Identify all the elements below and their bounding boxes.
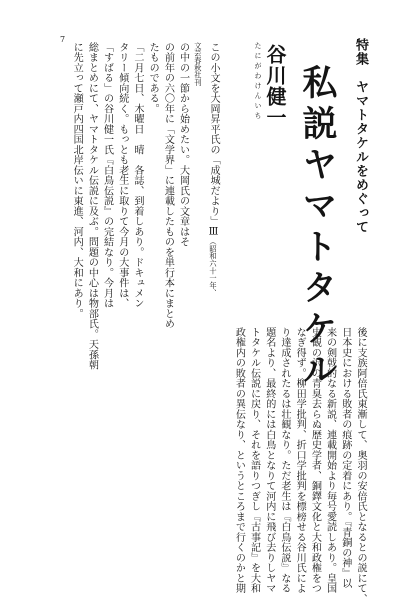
paragraph-line: 政権内の敗者の異伝なり、というところまで行くのかと期 (233, 327, 245, 594)
series-label: 特集 ヤマトタケルをめぐって (353, 38, 368, 234)
paragraph-line: に先立って瀬戸内四国北岸伝いに東進、河内、大和にあり。 (71, 42, 83, 319)
paragraph-line: トタケル伝説に戻り、それを語りつぎし『古事記』を大和 (248, 327, 260, 594)
paragraph-line: り達成されたるは壮観なり。ただ老生は『白鳥伝説』なる (278, 327, 290, 594)
paragraph-line: 史観の沢の青臭去らぬ歴史学者、銅鐸文化と大和政権をつ (309, 327, 321, 594)
page-number: 7 (60, 35, 66, 44)
paragraph-line: この小文を大岡昇平氏の「成城だより」Ⅲ（昭和六十一年、 (208, 42, 219, 297)
lower-text-block (56, 327, 368, 604)
paragraph-line: 後に支族阿倍氏東漸して、奥羽の安倍氏となるとの説にて、 (355, 327, 366, 604)
paragraph-line: 日本史における敗者の痕跡の定着にあり。『青銅の神』以 (339, 327, 351, 589)
parenthetical-date: （昭和六十一年、 (209, 237, 218, 297)
paragraph-line: なぎ得ず。柳田学批判、折口学批判を標榜せる谷川氏によ (294, 327, 306, 594)
paragraph-line: の中の一節から始めたい。大岡氏の文章はそ (177, 42, 189, 247)
upper-text-block (56, 42, 221, 370)
paragraph-line: タリー傾向続く。もっとも老生に取りて今月の大事件は、 (116, 42, 128, 309)
paragraph-line: 来の剣戟的なる新説、連載開始より毎号愛読しあり。皇国 (324, 327, 336, 594)
parenthetical-publisher: 文芸春秋社刊 (193, 42, 203, 87)
author-name: 谷川健一 (263, 44, 287, 128)
paragraph-line: の前年の六〇年に「文学界」に連載したものを単行本にまとめ (162, 42, 174, 329)
paragraph-line: 総まとめにて、ヤマトタケル伝説に及ぶ。問題の中心は物部氏。天孫朝 (86, 42, 98, 370)
paragraph-line: 「すばる」の谷川健一氏『白鳥伝説』の完結なり。今月は (101, 42, 113, 309)
article-title: 私説ヤマトタケル (297, 64, 338, 392)
paragraph-line: 「二月七日、木曜日 晴 各誌、到着しあり。ドキュメン (131, 42, 143, 309)
paragraph-line: たものである。 (147, 42, 159, 114)
author-ruby: たにがわけんいち (254, 42, 262, 122)
paragraph-line: 題名より、最終的には白鳥となりて河内に飛び去りしヤマ (263, 327, 275, 594)
